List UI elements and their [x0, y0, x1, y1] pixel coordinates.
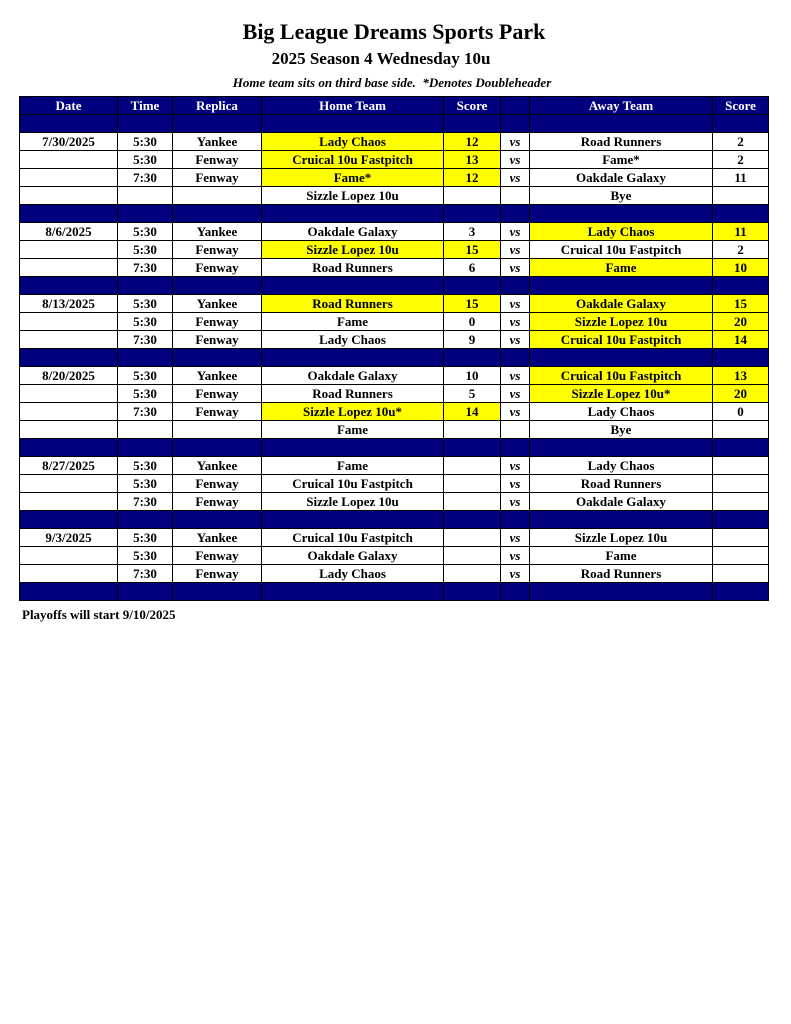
separator-cell [444, 349, 501, 367]
separator-cell [444, 115, 501, 133]
date-cell [20, 187, 118, 205]
replica-cell: Fenway [173, 403, 262, 421]
game-row [20, 151, 769, 169]
away-team-cell: Fame [530, 259, 713, 277]
vs-cell: vs [501, 241, 530, 259]
separator-row [20, 511, 769, 529]
home-score-cell: 12 [444, 169, 501, 187]
time-cell: 5:30 [118, 223, 173, 241]
separator-cell [20, 439, 118, 457]
date-cell: 7/30/2025 [20, 133, 118, 151]
vs-cell: vs [501, 223, 530, 241]
away-team-cell: Sizzle Lopez 10u [530, 529, 713, 547]
home-score-cell: 13 [444, 151, 501, 169]
home-score-cell: 6 [444, 259, 501, 277]
home-score-cell: 14 [444, 403, 501, 421]
date-cell: 8/20/2025 [20, 367, 118, 385]
date-cell [20, 475, 118, 493]
separator-cell [118, 205, 173, 223]
game-row [20, 565, 769, 583]
separator-cell [20, 205, 118, 223]
away-team-cell: Lady Chaos [530, 457, 713, 475]
vs-cell: vs [501, 151, 530, 169]
home-team-cell: Sizzle Lopez 10u [262, 187, 444, 205]
separator-cell [20, 115, 118, 133]
game-row [20, 241, 769, 259]
home-team-cell: Sizzle Lopez 10u [262, 241, 444, 259]
replica-cell [173, 187, 262, 205]
away-score-cell: 11 [713, 223, 769, 241]
vs-cell: vs [501, 331, 530, 349]
vs-cell: vs [501, 565, 530, 583]
away-score-cell [713, 493, 769, 511]
home-team-cell: Sizzle Lopez 10u [262, 493, 444, 511]
time-cell: 5:30 [118, 133, 173, 151]
home-team-cell: Sizzle Lopez 10u* [262, 403, 444, 421]
separator-cell [713, 349, 769, 367]
time-cell: 5:30 [118, 475, 173, 493]
home-team-cell: Fame* [262, 169, 444, 187]
replica-cell: Fenway [173, 151, 262, 169]
away-score-cell [713, 547, 769, 565]
separator-cell [501, 205, 530, 223]
home-score-cell: 0 [444, 313, 501, 331]
home-score-cell [444, 547, 501, 565]
separator-cell [501, 583, 530, 601]
away-score-cell: 2 [713, 133, 769, 151]
date-cell [20, 313, 118, 331]
away-score-cell [713, 565, 769, 583]
playoffs-note: Playoffs will start 9/10/2025 [22, 607, 176, 622]
away-team-cell: Road Runners [530, 565, 713, 583]
game-row [20, 493, 769, 511]
away-team-cell: Lady Chaos [530, 223, 713, 241]
replica-cell: Yankee [173, 529, 262, 547]
away-score-cell: 20 [713, 313, 769, 331]
separator-cell [118, 277, 173, 295]
time-cell: 7:30 [118, 565, 173, 583]
away-team-cell: Road Runners [530, 133, 713, 151]
separator-cell [530, 349, 713, 367]
vs-cell [501, 421, 530, 439]
home-team-cell: Fame [262, 457, 444, 475]
game-row [20, 133, 769, 151]
time-cell [118, 187, 173, 205]
separator-row [20, 349, 769, 367]
away-score-cell: 20 [713, 385, 769, 403]
separator-cell [118, 511, 173, 529]
header-date: Date [20, 97, 118, 115]
home-team-cell: Oakdale Galaxy [262, 367, 444, 385]
schedule-body [20, 115, 769, 601]
separator-cell [173, 277, 262, 295]
page-title: Big League Dreams Sports Park [242, 19, 546, 44]
vs-cell: vs [501, 295, 530, 313]
game-row [20, 385, 769, 403]
separator-cell [262, 583, 444, 601]
home-score-cell: 9 [444, 331, 501, 349]
separator-cell [713, 277, 769, 295]
separator-cell [444, 205, 501, 223]
vs-cell: vs [501, 133, 530, 151]
away-score-cell [713, 187, 769, 205]
away-team-cell: Cruical 10u Fastpitch [530, 331, 713, 349]
game-row [20, 529, 769, 547]
separator-cell [501, 115, 530, 133]
separator-cell [173, 205, 262, 223]
date-cell [20, 403, 118, 421]
home-team-cell: Road Runners [262, 295, 444, 313]
home-score-cell [444, 529, 501, 547]
vs-cell: vs [501, 493, 530, 511]
game-row [20, 295, 769, 313]
date-cell [20, 547, 118, 565]
home-score-cell [444, 421, 501, 439]
home-team-cell: Fame [262, 313, 444, 331]
separator-cell [501, 349, 530, 367]
game-row [20, 223, 769, 241]
separator-cell [444, 511, 501, 529]
home-team-cell: Cruical 10u Fastpitch [262, 475, 444, 493]
separator-cell [20, 511, 118, 529]
replica-cell: Yankee [173, 367, 262, 385]
away-team-cell: Oakdale Galaxy [530, 169, 713, 187]
separator-cell [530, 583, 713, 601]
separator-cell [530, 511, 713, 529]
replica-cell [173, 421, 262, 439]
away-score-cell [713, 475, 769, 493]
separator-cell [501, 439, 530, 457]
replica-cell: Fenway [173, 331, 262, 349]
home-score-cell [444, 475, 501, 493]
separator-cell [20, 349, 118, 367]
separator-cell [713, 511, 769, 529]
separator-cell [173, 583, 262, 601]
header-home-score: Score [444, 97, 501, 115]
away-team-cell: Sizzle Lopez 10u* [530, 385, 713, 403]
separator-cell [530, 115, 713, 133]
home-score-cell: 15 [444, 241, 501, 259]
date-cell [20, 241, 118, 259]
game-row [20, 259, 769, 277]
time-cell: 7:30 [118, 169, 173, 187]
away-team-cell: Fame* [530, 151, 713, 169]
home-team-cell: Cruical 10u Fastpitch [262, 151, 444, 169]
date-cell [20, 331, 118, 349]
away-score-cell: 11 [713, 169, 769, 187]
separator-cell [501, 511, 530, 529]
separator-cell [20, 277, 118, 295]
separator-cell [262, 205, 444, 223]
away-team-cell: Cruical 10u Fastpitch [530, 241, 713, 259]
date-cell: 8/6/2025 [20, 223, 118, 241]
separator-cell [501, 277, 530, 295]
home-team-cell: Fame [262, 421, 444, 439]
time-cell: 7:30 [118, 493, 173, 511]
date-cell [20, 493, 118, 511]
game-row [20, 421, 769, 439]
away-team-cell: Oakdale Galaxy [530, 295, 713, 313]
separator-cell [173, 439, 262, 457]
replica-cell: Fenway [173, 565, 262, 583]
game-row [20, 367, 769, 385]
away-score-cell: 15 [713, 295, 769, 313]
header-away-score: Score [713, 97, 769, 115]
replica-cell: Yankee [173, 295, 262, 313]
separator-cell [444, 583, 501, 601]
home-score-cell: 15 [444, 295, 501, 313]
home-team-cell: Road Runners [262, 259, 444, 277]
home-score-cell: 12 [444, 133, 501, 151]
date-cell [20, 385, 118, 403]
separator-cell [20, 583, 118, 601]
date-cell [20, 421, 118, 439]
separator-cell [262, 115, 444, 133]
away-team-cell: Bye [530, 421, 713, 439]
date-cell [20, 169, 118, 187]
time-cell: 5:30 [118, 457, 173, 475]
home-team-cell: Oakdale Galaxy [262, 547, 444, 565]
date-cell: 8/13/2025 [20, 295, 118, 313]
separator-cell [713, 115, 769, 133]
away-team-cell: Oakdale Galaxy [530, 493, 713, 511]
time-cell: 5:30 [118, 241, 173, 259]
header-vs [501, 97, 530, 115]
separator-cell [713, 439, 769, 457]
time-cell: 5:30 [118, 547, 173, 565]
separator-cell [444, 277, 501, 295]
home-score-cell: 3 [444, 223, 501, 241]
home-score-cell: 10 [444, 367, 501, 385]
separator-row [20, 205, 769, 223]
separator-cell [173, 349, 262, 367]
vs-cell: vs [501, 259, 530, 277]
vs-cell: vs [501, 475, 530, 493]
separator-cell [530, 205, 713, 223]
separator-cell [118, 439, 173, 457]
vs-cell: vs [501, 403, 530, 421]
vs-cell: vs [501, 169, 530, 187]
game-row [20, 169, 769, 187]
home-team-cell: Road Runners [262, 385, 444, 403]
away-score-cell: 2 [713, 241, 769, 259]
replica-cell: Fenway [173, 313, 262, 331]
separator-cell [118, 115, 173, 133]
away-team-cell: Bye [530, 187, 713, 205]
time-cell [118, 421, 173, 439]
date-cell: 9/3/2025 [20, 529, 118, 547]
game-row [20, 475, 769, 493]
date-cell [20, 259, 118, 277]
away-team-cell: Sizzle Lopez 10u [530, 313, 713, 331]
schedule-note: Home team sits on third base side. *Denotes Doubleheader [232, 75, 552, 90]
time-cell: 5:30 [118, 385, 173, 403]
date-cell [20, 565, 118, 583]
separator-cell [713, 205, 769, 223]
header-home-team: Home Team [262, 97, 444, 115]
separator-row [20, 439, 769, 457]
away-score-cell [713, 529, 769, 547]
vs-cell [501, 187, 530, 205]
time-cell: 7:30 [118, 331, 173, 349]
away-score-cell: 13 [713, 367, 769, 385]
home-team-cell: Cruical 10u Fastpitch [262, 529, 444, 547]
vs-cell: vs [501, 547, 530, 565]
away-score-cell [713, 421, 769, 439]
page-subtitle: 2025 Season 4 Wednesday 10u [271, 49, 491, 68]
home-team-cell: Lady Chaos [262, 133, 444, 151]
vs-cell: vs [501, 529, 530, 547]
separator-cell [530, 277, 713, 295]
separator-cell [173, 115, 262, 133]
schedule-table [19, 96, 769, 601]
away-score-cell [713, 457, 769, 475]
separator-cell [444, 439, 501, 457]
separator-cell [530, 439, 713, 457]
separator-cell [262, 277, 444, 295]
replica-cell: Yankee [173, 223, 262, 241]
away-team-cell: Road Runners [530, 475, 713, 493]
separator-cell [262, 511, 444, 529]
replica-cell: Fenway [173, 385, 262, 403]
replica-cell: Fenway [173, 475, 262, 493]
separator-cell [713, 583, 769, 601]
header-time: Time [118, 97, 173, 115]
vs-cell: vs [501, 385, 530, 403]
home-team-cell: Lady Chaos [262, 331, 444, 349]
time-cell: 7:30 [118, 259, 173, 277]
away-score-cell: 14 [713, 331, 769, 349]
away-score-cell: 10 [713, 259, 769, 277]
home-score-cell [444, 187, 501, 205]
time-cell: 5:30 [118, 151, 173, 169]
time-cell: 7:30 [118, 403, 173, 421]
separator-row [20, 277, 769, 295]
home-team-cell: Oakdale Galaxy [262, 223, 444, 241]
game-row [20, 457, 769, 475]
away-score-cell: 2 [713, 151, 769, 169]
home-score-cell [444, 457, 501, 475]
home-score-cell: 5 [444, 385, 501, 403]
replica-cell: Yankee [173, 133, 262, 151]
separator-row [20, 583, 769, 601]
separator-row [20, 115, 769, 133]
replica-cell: Fenway [173, 169, 262, 187]
time-cell: 5:30 [118, 367, 173, 385]
home-score-cell [444, 493, 501, 511]
header-away-team: Away Team [530, 97, 713, 115]
date-cell: 8/27/2025 [20, 457, 118, 475]
time-cell: 5:30 [118, 313, 173, 331]
separator-cell [173, 511, 262, 529]
header-replica: Replica [173, 97, 262, 115]
vs-cell: vs [501, 367, 530, 385]
game-row [20, 187, 769, 205]
separator-cell [262, 349, 444, 367]
game-row [20, 403, 769, 421]
date-cell [20, 151, 118, 169]
game-row [20, 313, 769, 331]
away-team-cell: Lady Chaos [530, 403, 713, 421]
header-row [20, 97, 769, 115]
vs-cell: vs [501, 457, 530, 475]
replica-cell: Fenway [173, 241, 262, 259]
replica-cell: Fenway [173, 493, 262, 511]
game-row [20, 547, 769, 565]
replica-cell: Yankee [173, 457, 262, 475]
separator-cell [118, 349, 173, 367]
vs-cell: vs [501, 313, 530, 331]
game-row [20, 331, 769, 349]
home-team-cell: Lady Chaos [262, 565, 444, 583]
away-score-cell: 0 [713, 403, 769, 421]
separator-cell [262, 439, 444, 457]
separator-cell [118, 583, 173, 601]
away-team-cell: Fame [530, 547, 713, 565]
away-team-cell: Cruical 10u Fastpitch [530, 367, 713, 385]
home-score-cell [444, 565, 501, 583]
time-cell: 5:30 [118, 295, 173, 313]
replica-cell: Fenway [173, 259, 262, 277]
time-cell: 5:30 [118, 529, 173, 547]
replica-cell: Fenway [173, 547, 262, 565]
